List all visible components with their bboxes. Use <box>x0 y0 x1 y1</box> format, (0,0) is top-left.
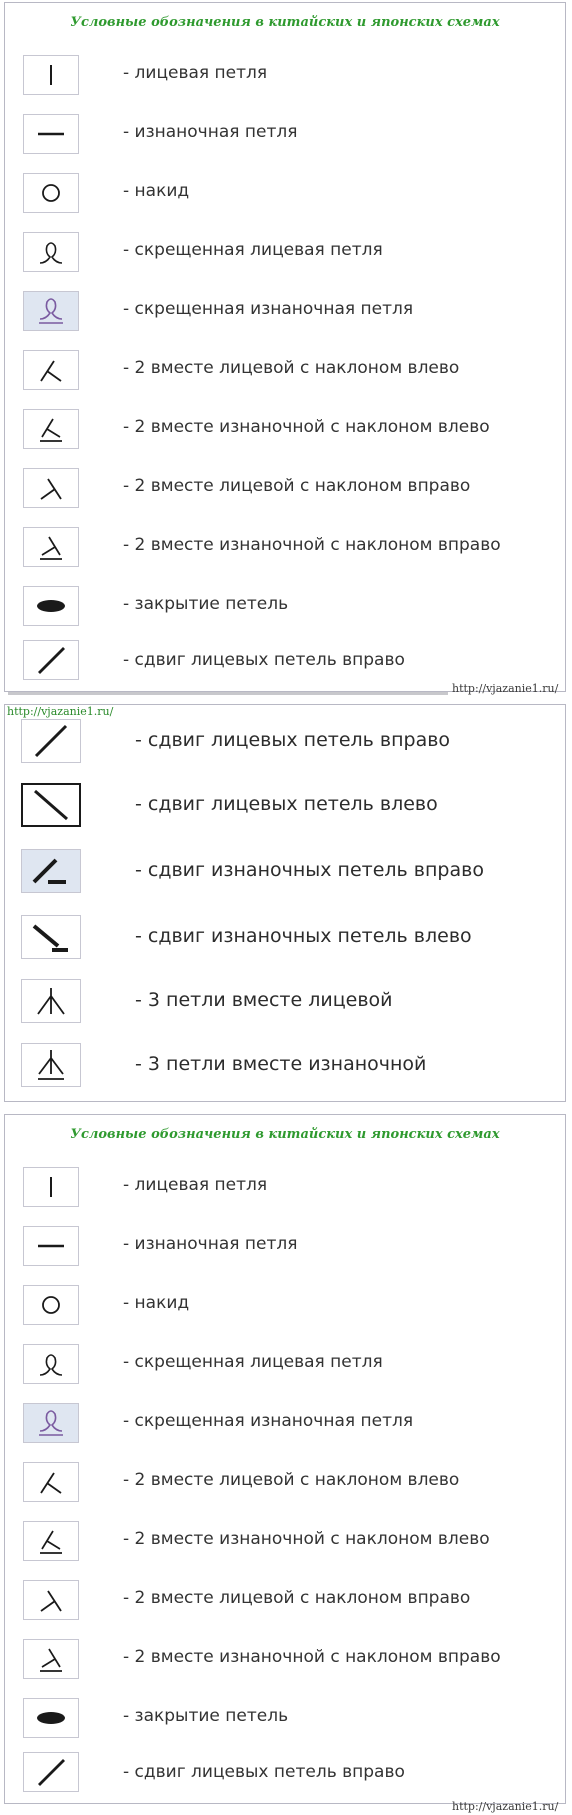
twisted-purl-icon <box>23 1403 79 1443</box>
yarn-over-icon <box>23 1285 79 1325</box>
watermark: http://vjazanie1.ru/ <box>7 705 114 718</box>
knit-stitch-icon <box>23 1167 79 1207</box>
legend-label: - 3 петли вместе изнаночной <box>135 1053 427 1075</box>
p2tog-left-icon <box>23 409 79 449</box>
legend-label: - накид <box>123 1293 190 1313</box>
yarn-over-icon <box>23 173 79 213</box>
legend-row <box>5 717 565 769</box>
watermark: http://vjazanie1.ru/ <box>452 1800 559 1813</box>
legend-label: - лицевая петля <box>123 1175 268 1195</box>
legend-row <box>5 845 565 897</box>
legend-row <box>5 911 565 963</box>
purl-stitch-icon <box>23 1226 79 1266</box>
twisted-purl-icon <box>23 291 79 331</box>
p3tog-icon <box>21 1043 81 1087</box>
legend-panel-1 <box>4 2 566 692</box>
legend-panel-2 <box>4 704 566 1102</box>
p2tog-left-icon <box>23 1521 79 1561</box>
knit-cross-right-icon <box>23 640 79 680</box>
legend-label: - скрещенная изнаночная петля <box>123 299 414 319</box>
legend-row <box>5 226 565 278</box>
legend-row <box>5 1692 565 1744</box>
bind-off-icon <box>23 586 79 626</box>
legend-label: - изнаночная петля <box>123 122 298 142</box>
legend-row <box>5 1633 565 1685</box>
k2tog-right-icon <box>23 1580 79 1620</box>
knit-cross-right-icon <box>23 1752 79 1792</box>
legend-row <box>5 1161 565 1213</box>
legend-row <box>5 462 565 514</box>
k2tog-left-icon <box>23 1462 79 1502</box>
panel-title: Условные обозначения в китайских и японских схемах <box>70 15 500 30</box>
legend-row <box>5 779 565 831</box>
legend-row <box>5 1748 565 1800</box>
legend-row <box>5 1039 565 1091</box>
legend-label: - сдвиг лицевых петель вправо <box>135 729 451 751</box>
p2tog-right-icon <box>23 1639 79 1679</box>
watermark: http://vjazanie1.ru/ <box>452 682 559 695</box>
purl-cross-right-icon <box>21 849 81 893</box>
legend-label: - сдвиг лицевых петель вправо <box>123 1762 405 1782</box>
legend-row <box>5 49 565 101</box>
legend-panel-3 <box>4 1114 566 1804</box>
k3tog-icon <box>21 979 81 1023</box>
twisted-knit-icon <box>23 1344 79 1384</box>
legend-row <box>5 1456 565 1508</box>
legend-label: - скрещенная лицевая петля <box>123 240 383 260</box>
legend-row <box>5 580 565 632</box>
panel-shadow <box>8 692 448 695</box>
twisted-knit-icon <box>23 232 79 272</box>
legend-row <box>5 167 565 219</box>
legend-label: - 3 петли вместе лицевой <box>135 989 393 1011</box>
legend-label: - 2 вместе лицевой с наклоном влево <box>123 1470 460 1490</box>
k2tog-left-icon <box>23 350 79 390</box>
legend-label: - 2 вместе изнаночной с наклоном вправо <box>123 1647 501 1667</box>
legend-label: - скрещенная изнаночная петля <box>123 1411 414 1431</box>
knit-cross-left-icon <box>21 783 81 827</box>
k2tog-right-icon <box>23 468 79 508</box>
legend-label: - 2 вместе изнаночной с наклоном влево <box>123 417 490 437</box>
legend-label: - лицевая петля <box>123 63 268 83</box>
purl-cross-left-icon <box>21 915 81 959</box>
legend-row <box>5 975 565 1027</box>
knit-cross-right-icon <box>21 719 81 763</box>
legend-label: - закрытие петель <box>123 1706 289 1726</box>
legend-row <box>5 1338 565 1390</box>
legend-label: - закрытие петель <box>123 594 289 614</box>
legend-label: - скрещенная лицевая петля <box>123 1352 383 1372</box>
legend-label: - накид <box>123 181 190 201</box>
bind-off-icon <box>23 1698 79 1738</box>
legend-row <box>5 1397 565 1449</box>
legend-row <box>5 285 565 337</box>
legend-row <box>5 521 565 573</box>
legend-label: - сдвиг лицевых петель влево <box>135 793 438 815</box>
legend-row <box>5 403 565 455</box>
legend-label: - сдвиг лицевых петель вправо <box>123 650 405 670</box>
legend-row <box>5 108 565 160</box>
legend-row <box>5 1515 565 1567</box>
legend-label: - 2 вместе изнаночной с наклоном вправо <box>123 535 501 555</box>
legend-label: - сдвиг изнаночных петель влево <box>135 925 472 947</box>
legend-label: - 2 вместе лицевой с наклоном вправо <box>123 476 471 496</box>
legend-label: - 2 вместе лицевой с наклоном влево <box>123 358 460 378</box>
purl-stitch-icon <box>23 114 79 154</box>
legend-row <box>5 1279 565 1331</box>
legend-row <box>5 1574 565 1626</box>
legend-row <box>5 344 565 396</box>
legend-label: - 2 вместе лицевой с наклоном вправо <box>123 1588 471 1608</box>
legend-label: - изнаночная петля <box>123 1234 298 1254</box>
legend-row <box>5 1220 565 1272</box>
panel-title: Условные обозначения в китайских и японских схемах <box>70 1127 500 1142</box>
legend-label: - сдвиг изнаночных петель вправо <box>135 859 484 881</box>
legend-label: - 2 вместе изнаночной с наклоном влево <box>123 1529 490 1549</box>
knit-stitch-icon <box>23 55 79 95</box>
legend-row <box>5 636 565 688</box>
p2tog-right-icon <box>23 527 79 567</box>
